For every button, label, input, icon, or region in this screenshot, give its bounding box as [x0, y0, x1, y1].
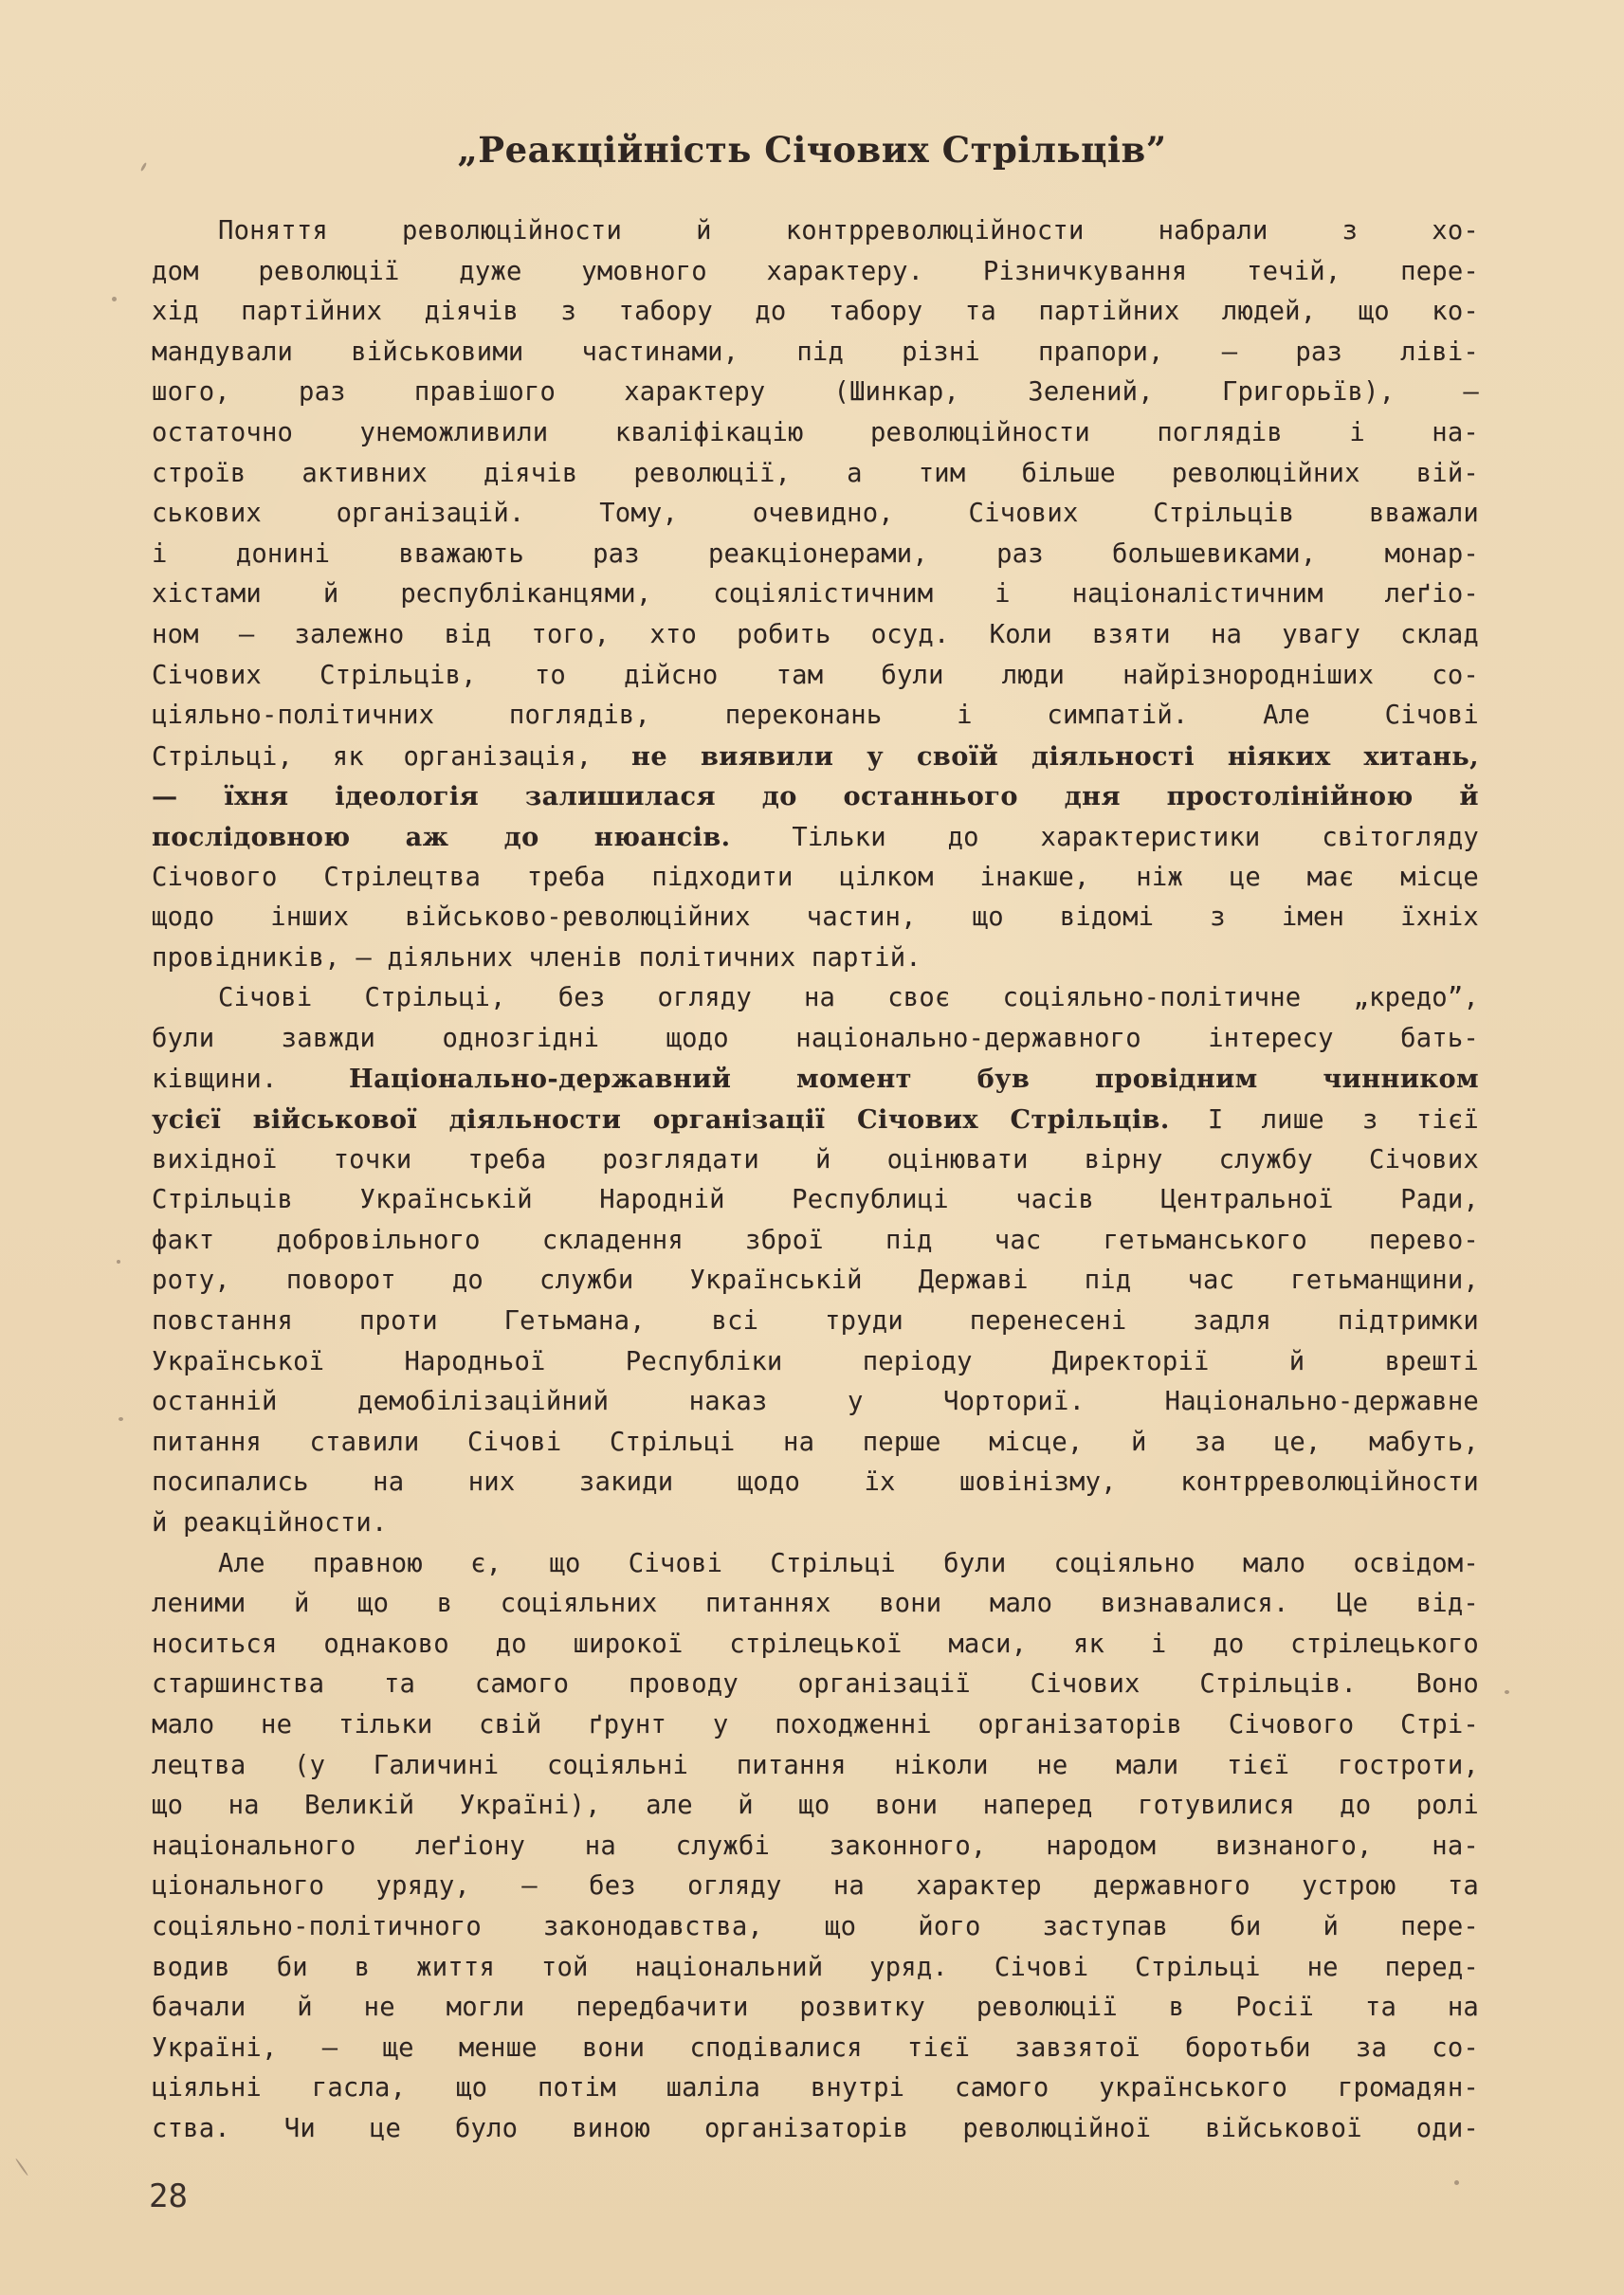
speck-mark: [119, 1417, 123, 1421]
text-run: строїв активних діячів революції, а тим більше революційних вій-: [152, 458, 1479, 488]
text-run: мандували військовими частинами, під різні прапори, — раз ліві-: [152, 337, 1479, 367]
bold-text-run: Національно-державний момент був провідним чинником: [349, 1064, 1479, 1095]
text-run: ства. Чи це було виною організаторів революційної військової оди-: [152, 2113, 1479, 2143]
text-line: [152, 938, 1479, 979]
text-line: [152, 1140, 1479, 1181]
text-line: [152, 1100, 1479, 1140]
page-number: 28: [149, 2177, 188, 2215]
text-run: Україні, — ще менше вони сподівалися тієї завзятої боротьби за со-: [152, 2032, 1479, 2063]
text-line: [152, 978, 1479, 1019]
text-line: [152, 737, 1479, 777]
text-run: ном — залежно від того, хто робить осуд. Коли взяти на увагу склад: [152, 619, 1479, 649]
text-run: старшинства та самого проводу організації Січових Стрільців. Воно: [152, 1669, 1479, 1700]
text-run: питання ставили Січові Стрільці на перше місце, й за це, мабуть,: [152, 1427, 1479, 1457]
text-run: Січових Стрільців, то дійсно там були люди найрізнородніших со-: [152, 660, 1479, 690]
page-title: „Реакційність Січових Стрільців”: [457, 129, 1167, 171]
text-run: провідників, — діяльних членів політичних партій.: [152, 942, 921, 973]
text-line: [152, 1786, 1479, 1827]
text-line: [152, 1342, 1479, 1383]
text-run: Тільки до характеристики світогляду: [730, 822, 1479, 852]
text-run: хістами й республіканцями, соціялістичним і націоналістичним леґіо-: [152, 579, 1479, 610]
text-run: мало не тільки свій ґрунт у походженні організаторів Січового Стрі-: [152, 1709, 1479, 1739]
text-run: й реакційности.: [152, 1508, 388, 1538]
text-line: [152, 252, 1479, 293]
bold-text-run: — їхня ідеологія залишилася до останнього дня простолінійною й: [152, 781, 1479, 812]
text-line: [152, 1221, 1479, 1262]
text-run: Січового Стрілецтва треба підходити цілком інакше, ніж це має місце: [152, 862, 1479, 892]
text-line: [152, 211, 1479, 252]
speck-mark: [15, 2158, 28, 2176]
text-run: лецтва (у Галичині соціяльні питання ніколи не мали тієї гостроти,: [152, 1750, 1479, 1780]
text-line: [152, 574, 1479, 615]
text-run: національного леґіону на службі законного, народом визнаного, на-: [152, 1831, 1479, 1861]
text-line: [152, 1180, 1479, 1221]
text-line: [152, 1907, 1479, 1948]
text-run: вихідної точки треба розглядати й оцінювати вірну службу Січових: [152, 1144, 1479, 1175]
text-line: [152, 494, 1479, 535]
text-line: [152, 1827, 1479, 1867]
text-line: [152, 292, 1479, 333]
text-line: [152, 1059, 1479, 1100]
text-line: [152, 1382, 1479, 1423]
text-run: хід партійних діячів з табору до табору та партійних людей, що ко-: [152, 297, 1479, 327]
text-run: повстання проти Гетьмана, всі труди перенесені задля підтримки: [152, 1306, 1479, 1337]
text-run: ськових організацій. Тому, очевидно, Січових Стрільців вважали: [152, 499, 1479, 529]
text-line: [152, 1665, 1479, 1705]
text-run: остаточно унеможливили кваліфікацію революційности поглядів і на-: [152, 417, 1479, 447]
text-line: [152, 1948, 1479, 1989]
text-run: носиться однаково до широкої стрілецької маси, як і до стрілецького: [152, 1629, 1479, 1659]
text-line: [152, 454, 1479, 495]
text-run: Стрільці, як організація,: [152, 741, 632, 772]
text-run: посипались на них закиди щодо їх шовінізму, контрреволюційности: [152, 1467, 1479, 1498]
text-line: [152, 776, 1479, 817]
text-run: що на Великій Україні), але й що вони наперед готувилися до ролі: [152, 1791, 1479, 1821]
text-run: Поняття революційности й контрреволюційности набрали з хо-: [218, 216, 1479, 246]
text-run: леними й що в соціяльних питаннях вони мало визнавалися. Це від-: [152, 1589, 1479, 1619]
text-run: бачали й не могли передбачити розвитку революції в Росії та на: [152, 1993, 1479, 2023]
text-line: [152, 2068, 1479, 2109]
text-run: ківщини.: [152, 1065, 349, 1095]
text-run: щодо інших військово-революційних частин, що відомі з імен їхніх: [152, 902, 1479, 933]
body-text: [152, 211, 1479, 2150]
text-run: роту, поворот до служби Українській Державі під час гетьманщини,: [152, 1266, 1479, 1296]
text-run: були завжди однозгідні щодо національно-державного інтересу бать-: [152, 1023, 1479, 1053]
text-line: [152, 1019, 1479, 1060]
bold-text-run: не виявили у своїй діяльності ніяких хитань,: [631, 740, 1479, 772]
text-line: [152, 1625, 1479, 1666]
text-line: [152, 858, 1479, 899]
speck-mark: [112, 297, 117, 301]
text-line: [152, 2109, 1479, 2150]
text-run: ціонального уряду, — без огляду на характер державного устрою та: [152, 1871, 1479, 1902]
text-run: останній демобілізаційний наказ у Чорториї. Національно-державне: [152, 1387, 1479, 1417]
text-run: ціяльні гасла, що потім шаліла внутрі самого українського громадян-: [152, 2073, 1479, 2104]
speck-mark: [1454, 2180, 1459, 2185]
text-line: [152, 1988, 1479, 2029]
text-run: Української Народньої Республіки періоду Директорії й врешті: [152, 1346, 1479, 1376]
text-run: ціяльно-політичних поглядів, переконань і симпатій. Але Січові: [152, 701, 1479, 731]
text-run: І лише з тієї: [1169, 1105, 1479, 1136]
text-line: [152, 2029, 1479, 2069]
text-line: [152, 1544, 1479, 1585]
text-line: [152, 1584, 1479, 1625]
text-line: [152, 1503, 1479, 1544]
text-line: [152, 535, 1479, 575]
text-line: [152, 1463, 1479, 1503]
bold-text-run: усієї військової діяльности організації Січових Стрільців.: [152, 1104, 1170, 1136]
speck-mark: [117, 1260, 120, 1264]
text-line: [152, 1867, 1479, 1907]
text-line: [152, 615, 1479, 656]
text-run: Але правною є, що Січові Стрільці були соціяльно мало освідом-: [218, 1548, 1479, 1578]
text-line: [152, 373, 1479, 413]
text-run: соціяльно-політичного законодавства, що його заступав би й пере-: [152, 1911, 1479, 1941]
text-run: факт добровільного складення зброї під час гетьманського перево-: [152, 1225, 1479, 1255]
text-line: [152, 1705, 1479, 1746]
text-run: дом революції дуже умовного характеру. Різничкування течій, пере-: [152, 256, 1479, 286]
bold-text-run: послідовною аж до нюансів.: [152, 821, 731, 852]
text-run: Січові Стрільці, без огляду на своє соціяльно-політичне „кредо”,: [218, 983, 1479, 1013]
text-line: [152, 898, 1479, 938]
speck-mark: [1505, 1690, 1509, 1694]
text-line: [152, 1423, 1479, 1464]
text-run: Стрільців Українській Народній Республиці часів Центральної Ради,: [152, 1185, 1479, 1215]
text-line: [152, 413, 1479, 454]
text-line: [152, 1746, 1479, 1787]
text-run: шого, раз правішого характеру (Шинкар, Зелений, Григорьїв), —: [152, 377, 1479, 408]
text-line: [152, 817, 1479, 858]
text-line: [152, 1261, 1479, 1302]
text-line: [152, 1302, 1479, 1342]
text-run: і донині вважають раз реакціонерами, раз большевиками, монар-: [152, 538, 1479, 569]
text-line: [152, 333, 1479, 373]
text-line: [152, 696, 1479, 737]
text-line: [152, 656, 1479, 697]
text-run: водив би в життя той національний уряд. Січові Стрільці не перед-: [152, 1952, 1479, 1982]
